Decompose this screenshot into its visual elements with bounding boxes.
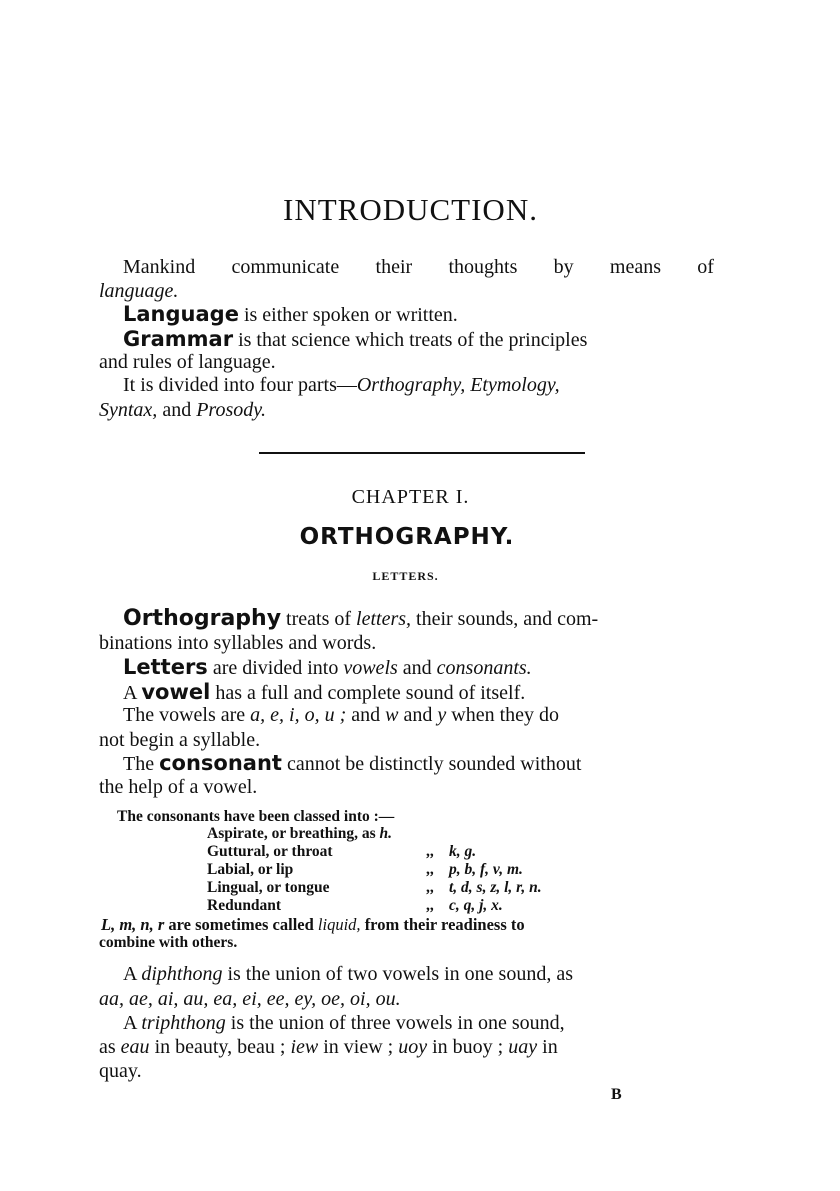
text: liquid, xyxy=(317,915,361,934)
ditto-mark: ,, xyxy=(426,897,434,914)
text: and xyxy=(402,657,432,679)
class-row: Lingual, or tongue xyxy=(207,879,330,896)
page-title: INTRODUCTION. xyxy=(283,192,538,227)
ditto-mark: ,, xyxy=(426,861,434,878)
triphthong-paragraph-line-1 xyxy=(123,1012,565,1035)
text: eau xyxy=(120,1036,150,1058)
term-consonant: consonant xyxy=(159,751,282,775)
word: by xyxy=(553,256,574,278)
class-letters: c, q, j, x. xyxy=(449,897,503,914)
orthography-paragraph-line-1 xyxy=(123,606,598,631)
text: in beauty, beau ; xyxy=(154,1036,286,1058)
diphthong-paragraph-line-2: aa, ae, ai, au, ea, ei, ee, ey, oe, oi, ou. xyxy=(99,988,401,1010)
intro-paragraph-3-line-1 xyxy=(123,327,714,352)
text: and xyxy=(351,704,381,726)
class-row xyxy=(207,825,392,843)
text: from their readiness to xyxy=(364,915,525,934)
text: their sounds, and com- xyxy=(416,608,599,630)
intro-paragraph-2 xyxy=(123,302,458,327)
text: iew xyxy=(290,1036,319,1058)
class-letters: h. xyxy=(379,825,393,842)
text: The vowels are xyxy=(123,704,246,726)
text: It is divided into four parts— xyxy=(123,374,357,396)
intro-paragraph-1-line-2: language. xyxy=(99,280,179,302)
text: when they do xyxy=(451,704,560,726)
word: means xyxy=(609,256,662,278)
text: uay xyxy=(508,1036,538,1058)
term-triphthong: triphthong xyxy=(141,1012,226,1034)
liquid-note-line-2: combine with others. xyxy=(99,934,238,951)
chapter-label: CHAPTER I. xyxy=(351,486,470,508)
text: a, e, i, o, u ; xyxy=(250,704,347,726)
text: in view ; xyxy=(323,1036,394,1058)
text: Orthography, xyxy=(356,374,466,396)
vowels-paragraph-line-1 xyxy=(123,704,559,727)
text: as xyxy=(99,1036,116,1058)
text: is either spoken or written. xyxy=(243,304,458,326)
liquid-note-line-1 xyxy=(101,915,525,935)
text: and xyxy=(403,704,433,726)
triphthong-paragraph-line-2 xyxy=(99,1036,558,1059)
text: Prosody. xyxy=(196,399,267,421)
text: y xyxy=(437,704,447,726)
intro-paragraph-1-line-1 xyxy=(123,256,714,279)
term-orthography: Orthography xyxy=(123,606,282,631)
term-grammar: Grammar xyxy=(123,327,234,351)
class-row: Guttural, or throat xyxy=(207,843,333,860)
text: vowels xyxy=(343,657,398,679)
class-letters: p, b, f, v, m. xyxy=(449,861,523,878)
class-letters: t, d, s, z, l, r, n. xyxy=(449,879,542,896)
diphthong-paragraph-line-1 xyxy=(123,963,573,986)
triphthong-paragraph-line-3: quay. xyxy=(99,1060,142,1082)
text: w xyxy=(385,704,399,726)
section-heading: LETTERS. xyxy=(372,569,439,583)
text: A xyxy=(123,1012,137,1034)
text: is the union of two vowels in one sound, as xyxy=(227,963,573,985)
text: letters, xyxy=(356,608,412,630)
section-divider xyxy=(259,452,585,454)
text: consonants. xyxy=(436,657,532,679)
text: cannot be distinctly sounded without xyxy=(286,753,582,775)
term-vowel: vowel xyxy=(141,680,211,704)
letters-paragraph xyxy=(123,655,532,680)
consonant-classes-intro: The consonants have been classed into :— xyxy=(117,808,395,825)
intro-paragraph-3-line-2: and rules of language. xyxy=(99,351,276,373)
text: is that science which treats of the principles xyxy=(238,329,588,351)
text: A xyxy=(123,963,137,985)
class-row: Labial, or lip xyxy=(207,861,294,878)
text: treats of xyxy=(286,608,352,630)
text: Etymology, xyxy=(470,374,560,396)
text: and xyxy=(162,399,192,421)
text: L, m, n, r xyxy=(101,915,165,934)
ditto-mark: ,, xyxy=(426,879,434,896)
text: uoy xyxy=(398,1036,428,1058)
text: are sometimes called xyxy=(168,915,314,934)
text: The xyxy=(123,753,155,775)
text: has a full and complete sound of itself. xyxy=(215,682,526,704)
intro-paragraph-4-line-2 xyxy=(99,399,266,422)
ditto-mark: ,, xyxy=(426,843,434,860)
text: in xyxy=(542,1036,558,1058)
class-name: Aspirate, or breathing, as xyxy=(207,825,376,842)
term-letters: Letters xyxy=(123,655,208,679)
text: in buoy ; xyxy=(432,1036,504,1058)
vowel-paragraph xyxy=(123,680,525,705)
signature-mark: B xyxy=(611,1086,622,1103)
consonant-paragraph-line-2: the help of a vowel. xyxy=(99,776,258,798)
term-diphthong: diphthong xyxy=(141,963,223,985)
text: are divided into xyxy=(212,657,339,679)
vowels-paragraph-line-2: not begin a syllable. xyxy=(99,729,261,751)
class-row: Redundant xyxy=(207,897,282,914)
word: their xyxy=(375,256,413,278)
term-language: Language xyxy=(123,302,239,326)
text: A xyxy=(123,682,137,704)
consonant-paragraph-line-1 xyxy=(123,751,581,776)
text: Syntax, xyxy=(99,399,158,421)
intro-paragraph-4-line-1 xyxy=(123,374,560,397)
chapter-title: ORTHOGRAPHY. xyxy=(299,524,515,550)
word: communicate xyxy=(231,256,340,278)
word: of xyxy=(697,256,714,278)
word: thoughts xyxy=(448,256,518,278)
orthography-paragraph-line-2: binations into syllables and words. xyxy=(99,632,377,654)
class-letters: k, g. xyxy=(449,843,477,860)
word: Mankind xyxy=(123,256,196,278)
text: is the union of three vowels in one sound, xyxy=(230,1012,565,1034)
